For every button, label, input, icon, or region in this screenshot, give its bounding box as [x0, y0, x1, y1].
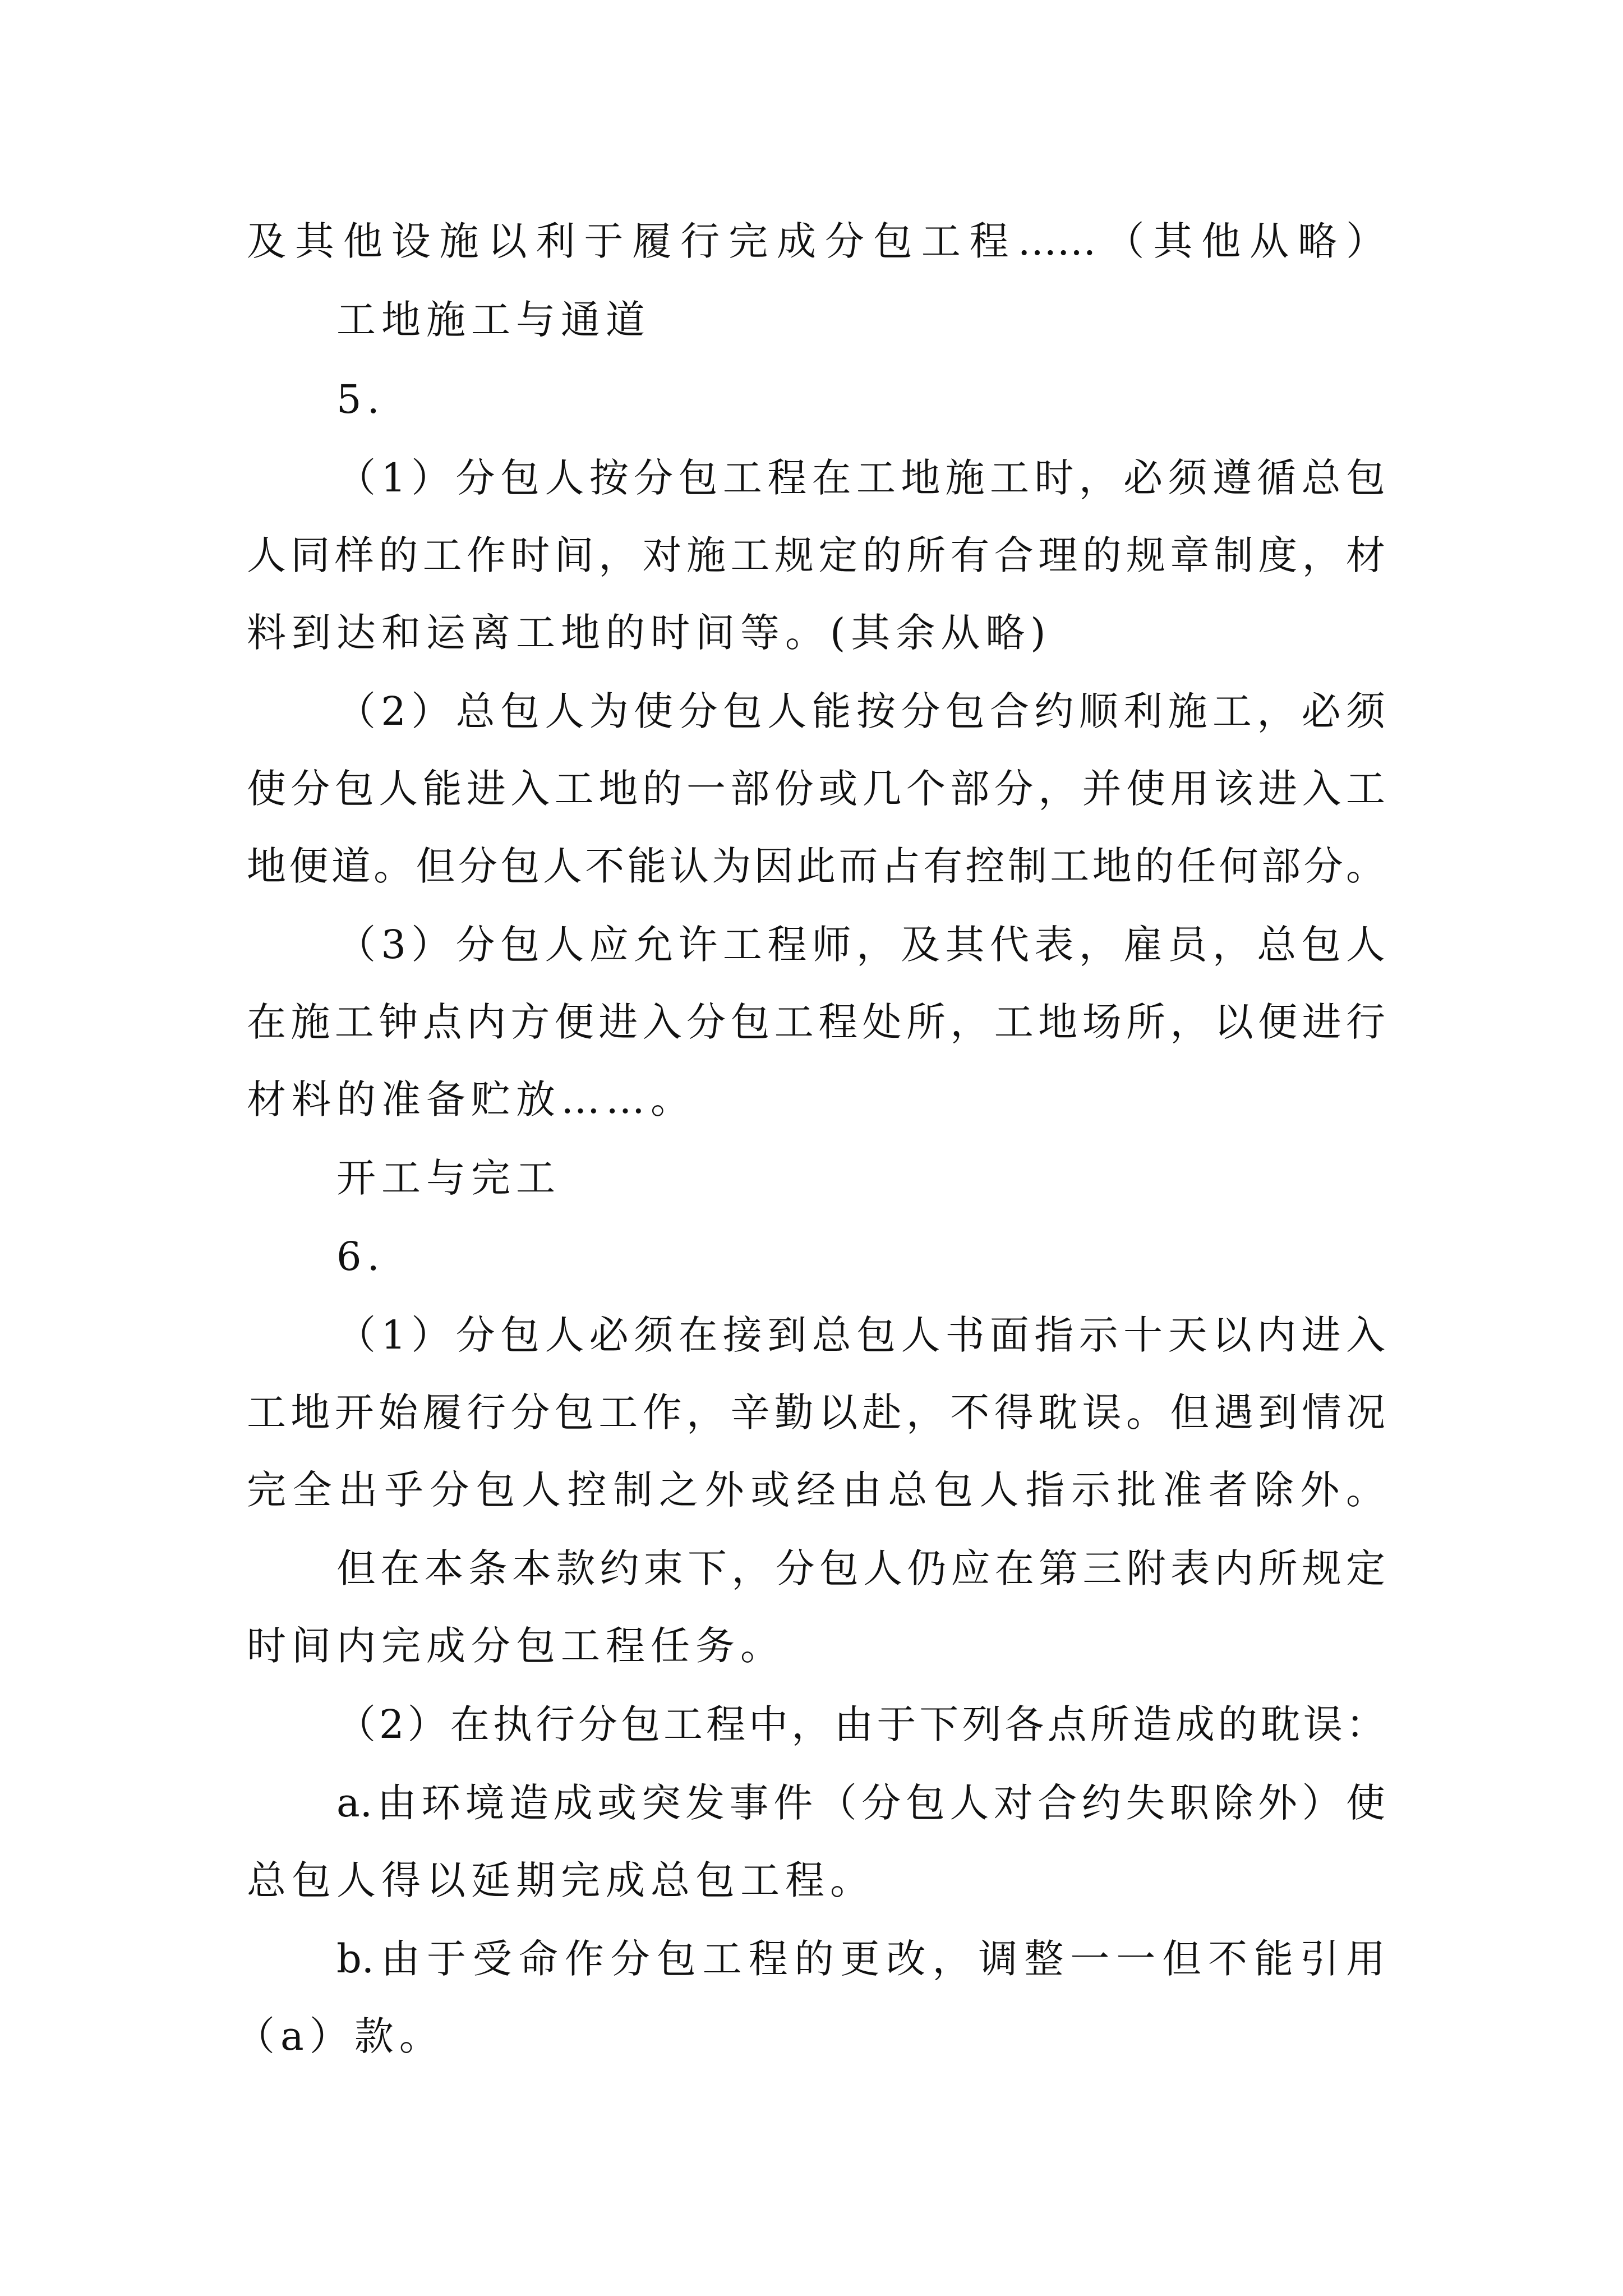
section-heading-site-access: 工地施工与通道 — [336, 297, 651, 343]
paragraph-line-5-2-a: （2）总包人为使分包人能按分包合约顺利施工，必须 — [336, 688, 1385, 734]
paragraph-line-6-1-c: 完全出乎分包人控制之外或经由总包人指示批准者除外。 — [247, 1467, 1385, 1513]
section-heading-start-completion: 开工与完工 — [336, 1155, 561, 1201]
paragraph-line-5-3-c: 材料的准备贮放……。 — [247, 1076, 695, 1122]
paragraph-line-6-2-b-2: （a）款。 — [236, 2013, 444, 2059]
paragraph-line-5-1-a: （1）分包人按分包工程在工地施工时，必须遵循总包 — [336, 455, 1385, 501]
paragraph-line-5-3-a: （3）分包人应允许工程师，及其代表，雇员，总包人 — [336, 922, 1385, 968]
paragraph-line-1: 及其他设施以利于履行完成分包工程……（其他从略） — [247, 218, 1385, 264]
clause-number-5: 5. — [336, 376, 385, 422]
paragraph-line-6-note-b: 时间内完成分包工程任务。 — [247, 1623, 785, 1669]
paragraph-line-5-2-c: 地便道。但分包人不能认为因此而占有控制工地的任何部分。 — [247, 843, 1385, 889]
paragraph-line-6-2: （2）在执行分包工程中，由于下列各点所造成的耽误： — [336, 1701, 1385, 1747]
paragraph-line-6-1-a: （1）分包人必须在接到总包人书面指示十天以内进入 — [336, 1312, 1385, 1358]
paragraph-line-6-2-a-1: a.由环境造成或突发事件（分包人对合约失职除外）使 — [336, 1780, 1385, 1826]
paragraph-line-6-1-b: 工地开始履行分包工作，辛勤以赴，不得耽误。但遇到情况 — [247, 1389, 1385, 1435]
paragraph-line-5-1-b: 人同样的工作时间，对施工规定的所有合理的规章制度，材 — [247, 532, 1385, 578]
clause-number-6: 6. — [336, 1234, 385, 1280]
paragraph-line-6-2-a-2: 总包人得以延期完成总包工程。 — [247, 1857, 875, 1903]
paragraph-line-5-2-b: 使分包人能进入工地的一部份或几个部分，并使用该进入工 — [247, 766, 1385, 812]
paragraph-line-5-3-b: 在施工钟点内方便进入分包工程处所，工地场所，以便进行 — [247, 999, 1385, 1045]
paragraph-line-6-note-a: 但在本条本款约束下，分包人仍应在第三附表内所规定 — [336, 1545, 1385, 1591]
paragraph-line-5-1-c: 料到达和运离工地的时间等。(其余从略) — [247, 610, 1052, 656]
paragraph-line-6-2-b-1: b.由于受命作分包工程的更改，调整一一但不能引用 — [336, 1936, 1385, 1982]
